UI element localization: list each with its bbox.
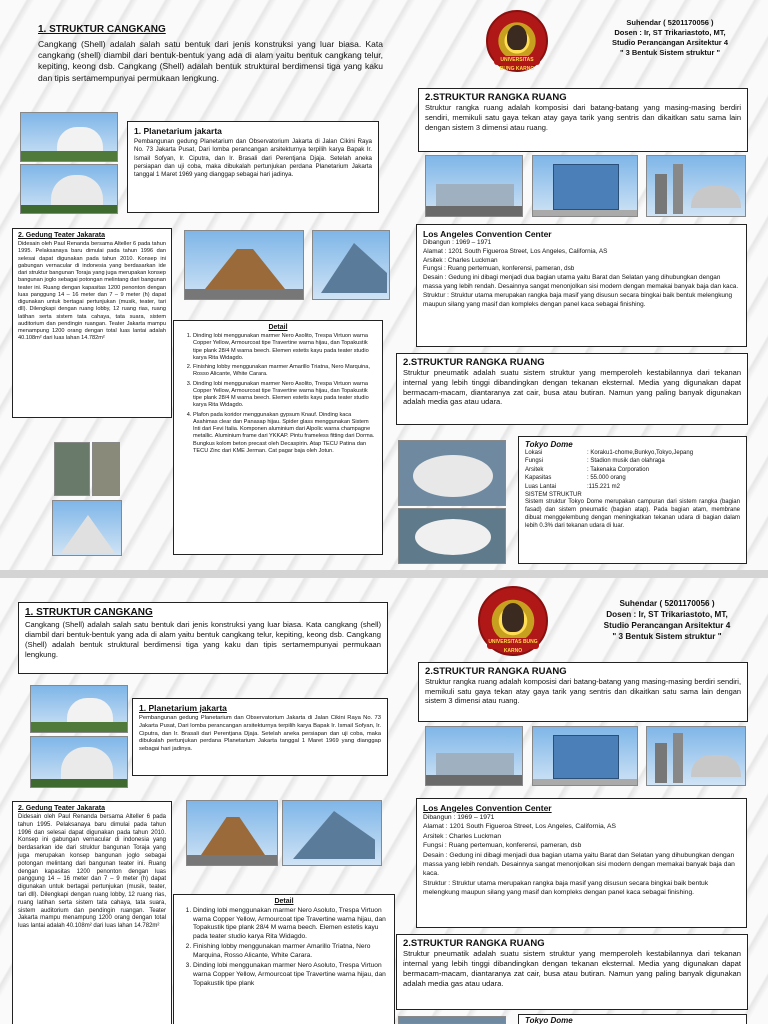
tokyo-photo-2: [398, 508, 506, 564]
pneumatik-heading: 2.STRUKTUR RANGKA RUANG: [403, 357, 545, 368]
pneumatik-box: [396, 934, 748, 1010]
planetarium-heading: 1. Planetarium jakarta: [134, 126, 222, 136]
tokyo-box: [518, 1014, 747, 1024]
tokyo-row: Kapasitas : 55.000 orang: [525, 475, 626, 482]
pneumatik-text: Struktur pneumatik adalah suatu sistem struktur yang memperoleh kestabilannya dari tekanan internal yang lebih tinggi dibandingkan dengan tekanan eksternal. Media yang digunakan dapat bermacam-macam, diantaranya zat cair, busa atau butiran. Namun yang paling banyak digunakan adalah media gas atau udara.: [403, 949, 741, 988]
tokyo-sistem-title: SISTEM STRUKTUR: [525, 491, 582, 498]
tokyo-details: [525, 449, 740, 531]
shell-text: Cangkang (Shell) adalah salah satu bentuk dari jenis konstruksi yang luar biasa. Kata cangkang (shell) diambil dari bentuk-bentuk yang ada di alam yaitu bentuk cangkang telur, kepiting, keong dsb. Cangkang (Shell) adalah bentuk struktural berdimensi tiga yang kaku dan tipis sertamempunyai permukaan lengkung.: [25, 620, 381, 659]
teater-heading: 2. Gedung Teater Jakarata: [18, 805, 106, 812]
lacc-box: [416, 224, 747, 347]
tokyo-row: Lokasi : Koraku1-chome,Bunkyo,Tokyo,Jepang: [525, 450, 694, 456]
lacc-photo-2: [532, 726, 638, 786]
rangka-box: [418, 88, 748, 152]
planetarium-box: [127, 121, 379, 213]
teater-photo-2: [282, 800, 382, 866]
logo-ribbon-text: UNIVERSITAS BUNG KARNO: [494, 56, 540, 65]
rangka-heading: 2.STRUKTUR RANGKA RUANG: [425, 92, 567, 103]
teater-photo-3: [54, 442, 90, 496]
detail-item: 3. Dinding lobi menggunakan marmer Nero Asoluto, Trespa Virtuon warna Copper Yellow, Armourcoat tipe Travertine warna hijau, dan Topakustik tipe plank: [193, 962, 389, 988]
planetarium-box: [132, 698, 388, 776]
lacc-box: [416, 798, 747, 928]
shell-heading: 1. STRUKTUR CANGKANG: [38, 24, 166, 35]
detail-list: [179, 333, 377, 455]
tokyo-heading: Tokyo Dome: [525, 440, 573, 449]
lacc-arsitek: Arsitek : Charles Luckman: [423, 256, 498, 264]
detail-item: 2. Finishing lobby menggunakan marmer Amarillo Triatna, Nero Marquina, Rosso Alicante, White Carara.: [193, 364, 377, 379]
lacc-heading: Los Angeles Convention Center: [423, 803, 552, 813]
rangka-text: Struktur rangka ruang adalah komposisi dari batang-batang yang masing-masing berdiri sendiri, memikuli satu gaya tekan atay gaya tarik yang sentris dan dikaitkan satu sama lain dengan sistem 3 dimensi atau ruang.: [425, 677, 741, 706]
lacc-dibangun: Dibangun : 1969 – 1971: [423, 239, 492, 246]
planetarium-photo-1: [20, 112, 118, 162]
teater-photo-1: [186, 800, 278, 866]
university-logo: [478, 586, 548, 656]
detail-item: 3. Dinding lobi menggunakan marmer Nero Asolito, Trespa Virtuon warna Copper Yellow, Armourcoat tipe Travertine warna hijau, dan Topakustik tipe plank 28/4 M warna beech. Elemen estetis kayu pada teater studio karya Rita Widagdo.: [193, 381, 377, 410]
planetarium-photo-1: [30, 685, 128, 733]
detail-heading: Detail: [268, 324, 288, 331]
lacc-alamat: Alamat : 1201 South Figueroa Street, Los Angeles, California, AS: [423, 247, 608, 255]
rangka-text: Struktur rangka ruang adalah komposisi dari batang-batang yang masing-masing berdiri sendiri, memikuli satu gaya tekan atay gaya tarik yang sentris dan dikaitkan satu sama lain dengan sistem 3 dimensi atau ruang.: [425, 103, 741, 132]
planetarium-photo-2: [30, 736, 128, 788]
tokyo-box: [518, 436, 747, 564]
lacc-heading: Los Angeles Convention Center: [423, 229, 552, 239]
lacc-alamat: Alamat : 1201 South Figueroa Street, Los Angeles, California, AS: [423, 823, 616, 831]
author-info: [580, 18, 760, 59]
logo-ribbon-text: UNIVERSITAS BUNG KARNO: [488, 639, 538, 655]
lacc-arsitek: Arsitek : Charles Luckman: [423, 832, 502, 840]
lacc-details: [423, 239, 740, 310]
author-topic: " 3 Bentuk Sistem struktur ": [619, 48, 721, 58]
tokyo-sistem-text: Sistem struktur Tokyo Dome merupakan campuran dari sistem rangka (bagian fasad) dan sistem pneumatic (bagian atap). Pada bagian atam, membrane dibuat menggelembung dengan meningkatkan tekanan udara di bagian dalam lebih 0.3% dari tekanan udara di luar.: [525, 499, 740, 529]
tokyo-photo-1: [398, 1016, 506, 1024]
teater-heading: 2. Gedung Teater Jakarata: [18, 232, 106, 239]
rangka-heading: 2.STRUKTUR RANGKA RUANG: [425, 666, 567, 677]
lacc-photo-1: [425, 155, 523, 217]
shell-heading: 1. STRUKTUR CANGKANG: [25, 607, 153, 618]
author-topic: " 3 Bentuk Sistem struktur ": [612, 632, 722, 642]
panel-separator: [0, 570, 768, 578]
author-name: Suhendar ( 5201170056 ): [626, 18, 714, 27]
lacc-dibangun: Dibangun : 1969 – 1971: [423, 814, 495, 821]
teater-photo-4: [92, 442, 120, 496]
detail-box: [173, 894, 395, 1024]
planetarium-photo-2: [20, 164, 118, 214]
detail-item: 1. Dinding lobi menggunakan marmer Nero Asoluto, Trespa Virtuon warna Copper Yellow, Armourcoat tipe Travertine warna hijau, dan Topakustik tipe plank 28/4 M warna beech. Elemen estetis kayu pada teater studio karya Rita Widagdo.: [193, 907, 389, 941]
lacc-fungsi: Fungsi : Ruang pertemuan, konferensi, pameran, dsb: [423, 265, 575, 273]
detail-item: 2. Finishing lobby menggunakan marmer Amarillo Triatna, Nero Marquina, Rosso Alicante, White Carara.: [193, 943, 389, 960]
lacc-fungsi: Fungsi : Ruang pertemuan, konferensi, pameran, dsb: [423, 842, 582, 850]
lacc-photo-3: [646, 726, 746, 786]
detail-box: [173, 320, 383, 555]
lacc-struktur: Struktur : Struktur utama merupakan rangka baja masif yang disusun secara bingkai baik bentuk melengkung maupun silang yang masif dan kompleks dengan panel kaca sebagai finishing.: [423, 291, 733, 308]
detail-heading: Detail: [274, 898, 294, 905]
teater-box: [12, 801, 172, 1024]
rangka-box: [418, 662, 748, 722]
tokyo-heading: Tokyo Dome: [525, 1016, 573, 1024]
author-studio: Studio Perancangan Arsitektur 4: [603, 621, 731, 631]
teater-photo-1: [184, 230, 304, 300]
shell-box: [18, 602, 388, 674]
lacc-desain: Desain : Gedung ini dibagi menjadi dua bagian utama yaitu Barat dan Selatan yang dihubungkan dengan massa yang lebih rendah. Desainnya sangat menonjolkan sisi modern dengan memakai banyak baja dan kaca.: [423, 274, 739, 291]
pneumatik-heading: 2.STRUKTUR RANGKA RUANG: [403, 938, 545, 949]
pneumatik-text: Struktur pneumatik adalah suatu sistem struktur yang memperoleh kestabilannya dari tekanan internal yang lebih tinggi dibandingkan dengan tekanan eksternal. Media yang digunakan dapat bermacam-macam, diantaranya zat cair, busa atau butiran. Namun yang paling banyak digunakan adalah media gas atau udara.: [403, 368, 741, 407]
pneumatik-box: [396, 353, 748, 425]
author-info: [572, 598, 762, 642]
author-studio: Studio Perancangan Arsitektur 4: [611, 38, 728, 48]
detail-list: [179, 907, 389, 988]
lacc-photo-2: [532, 155, 638, 217]
planetarium-heading: 1. Planetarium jakarta: [139, 703, 227, 713]
shell-section: [38, 24, 383, 84]
tokyo-row: Arsitek : Takenaka Corporation: [525, 466, 649, 473]
lacc-details: [423, 813, 740, 897]
tokyo-row: Fungsi : Stadion musik dan olahraga: [525, 458, 665, 465]
teater-text: Didesain oleh Paul Renanda bersama Alteller 6 pada tahun 1995. Pelaksanaya baru dimulai pada tahun 1996 dan selesai dapat digunakan pada tahun 2010. Konsep ini gabungan vernacular di indonesia yang berdasarkan ide dari struktur bangunan Toraja yang juga merupakan konsep bangunan joglo sebagai potongan melintang dari bangunan teater ini. Ruang dengan kapasitas 1200 penonton dengan luas panggung 14 – 16 meter dan 7 – 9 meter (h) dapat digunakan untuk bertagai pertunjukan (musik, teater, tari dll). Dilengkapi dengan ruang lobby, 12 ruang rias, ruang latihan serta sistem tata cahaya, tata suara, sistem auditorium dan pendingin ruangan. Teater Jakarta mampu menampung 1200 orang dengan total luas lantai adalah 40.108m² dari luas lahan 14.782m²: [18, 241, 166, 342]
poster-panel-bottom: [0, 578, 768, 1024]
author-dosen: Dosen : Ir, ST Trikariastoto, MT,: [606, 610, 728, 620]
teater-photo-2: [312, 230, 390, 300]
planetarium-text: Pembangunan gedung Planetarium dan Observatorium Jakarta di Jalan Cikini Raya No. 73 Jakarta Pusat, Dari lomba perancangan arsitekturnya terpilih karya Bapak Ir. Ismail Sofyan, Ir. Ciputra, dan Ir. Brasali dari Perentjana Djaja. Setelah aneka persiapan dan uji coba, maka dibukalah pertunjukan perdana Planetarium Jakarta tanggal 1 Maret 1969 yang dianggap sebagai hari jadinya.: [139, 715, 381, 753]
university-logo: [486, 10, 548, 72]
lacc-struktur: Struktur : Struktur utama merupakan rangka baja masif yang disusun secara bingkai baik bentuk melengkung maupun silang yang masif dan kompleks dengan panel kaca sebagai finishing.: [423, 879, 709, 896]
author-name: Suhendar ( 5201170056 ): [619, 599, 715, 608]
lacc-photo-1: [425, 726, 523, 786]
planetarium-text: Pembangunan gedung Planetarium dan Observatorium Jakarta di Jalan Cikini Raya No. 73 Jakarta Pusat, Dari lomba perancangan arsitekturnya terpilih karya Bapak Ir. Ismail Sofyan, Ir. Ciputra, dan Ir. Brasali dari Perentjana Djaja. Setelah aneka persiapan dan uji coba, maka dibukalah pertunjukan perdana Planetarium Jakarta tanggal 1 Maret 1969 yang dianggap sebagai hari jadinya.: [134, 138, 372, 179]
tokyo-photo-1: [398, 440, 506, 506]
lacc-photo-3: [646, 155, 746, 217]
tokyo-row: Luas Lantai :115.221 m2: [525, 483, 620, 490]
teater-photo-5: [52, 500, 122, 556]
teater-text: Didesain oleh Paul Renanda bersama Alteller 6 pada tahun 1995. Pelaksanaya baru dimulai pada tahun 1996 dan selesai dapat digunakan pada tahun 2010. Konsep ini gabungan vernacular di indonesia yang berdasarkan ide dari struktur bangunan Toraja yang juga merupakan konsep bangunan joglo sebagai potongan melintang dari bangunan teater ini. Ruang dengan kapasitas 1200 penonton dengan luas panggung 14 – 16 meter dan 7 – 9 meter (h) dapat digunakan untuk bertagai pertunjukan (musik, teater, tari dll). Dilengkapi dengan ruang lobby, 12 ruang rias, ruang latihan serta sistem tata cahaya, tata suara, sistem auditorium dan pendingin ruangan. Teater Jakarta mampu menampung 1200 orang dengan total luas lantai adalah 40.108m² dari luas lahan 14.782m²: [18, 814, 166, 930]
teater-box: [12, 228, 172, 418]
detail-item: 4. Plafon pada koridor menggunakan gypsum Knauf. Dinding kaca Asahimas clear dan Panasap hijau. Spider glass menggunakan Sistem Inti dari Fevi Italia. Komponen aluminium dari Alpolic warna champagne metallic. Aluminium frame dari YKKAP. Pintu frameless fitting dari Dorma. Bungkus kolom beton precast oleh Decaspirin. Atap TECU Patina dan TECU Zinc dari KME Jerman. Cat pagar baja oleh Jotun.: [193, 412, 377, 456]
detail-item: 1. Dinding lobi menggunakan marmer Nero Asolito, Trespa Virtuon warna Copper Yellow, Armourcoat tipe Travertine warna hijau, dan Topakustik tipe plank 28/4 M warna beech. Elemen estetis kayu pada teater studio karya Rita Widagdo.: [193, 333, 377, 362]
shell-text: Cangkang (Shell) adalah salah satu bentuk dari jenis konstruksi yang luar biasa. Kata cangkang (shell) diambil dari bentuk-bentuk yang ada di alam yaitu bentuk cangkang telur, kepiting, keong dsb. Cangkang (Shell) adalah bentuk struktural berdimensi tiga yang kaku dan tipis sertamempunyai permukaan lengkung.: [38, 39, 383, 83]
author-dosen: Dosen : Ir, ST Trikariastoto, MT,: [614, 28, 726, 38]
lacc-desain: Desain : Gedung ini dibagi menjadi dua bagian utama yaitu Barat dan Selatan yang dihubungkan dengan massa yang lebih rendah. Desainnya sangat menonjolkan sisi modern dengan memakai banyak baja dan kaca.: [423, 851, 735, 878]
